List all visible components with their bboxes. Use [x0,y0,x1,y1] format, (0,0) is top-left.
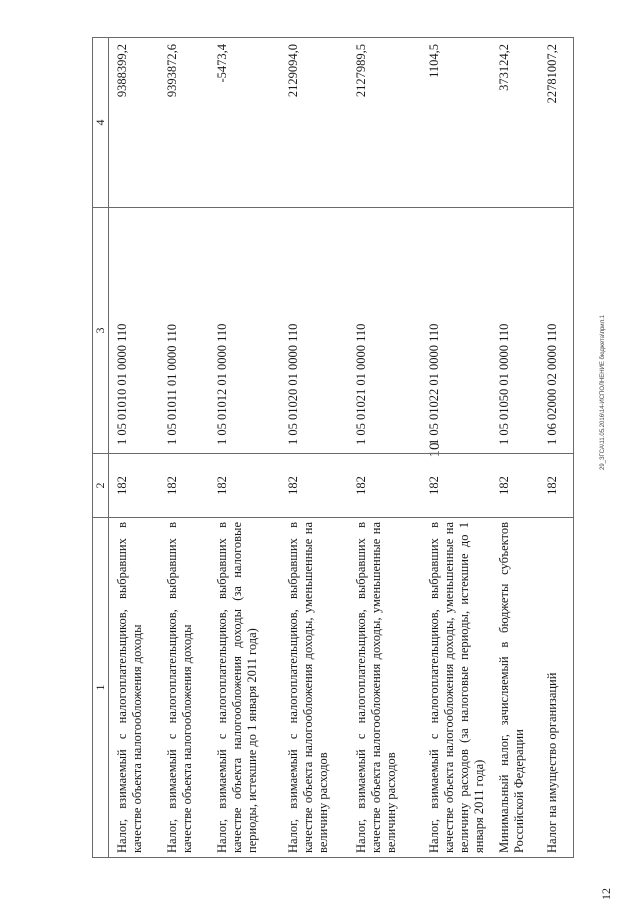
table-row [209,38,279,858]
row-admin-code: 182 [209,454,279,518]
row-admin-code: 182 [348,454,420,518]
row-kbk: 1 05 01022 01 0000 110 [421,208,491,454]
row-admin-code: 182 [280,454,348,518]
row-name: Налог, взимаемый с налогоплательщиков, выбравших в качестве объекта налогообложения доходы (за налоговые периоды, истекшие до 1 января 2011 года) [209,518,279,858]
header-col-3: 3 [93,208,109,454]
row-name: Налог, взимаемый с налогоплательщиков, выбравших в качестве объекта налогообложения доходы [159,518,209,858]
row-sum: 2127989,5 [348,38,420,208]
row-kbk: 1 05 01012 01 0000 110 [209,208,279,454]
table-row [348,38,420,858]
table-row [539,38,573,858]
row-sum: 9388399,2 [109,38,159,208]
row-name: Налог на имущество организаций [539,518,573,858]
row-kbk: 1 05 01021 01 0000 110 [348,208,420,454]
header-col-1: 1 [93,518,109,858]
sheet-number: 12 [599,888,613,900]
row-admin-code: 182 [491,454,539,518]
row-sum: 1104,5 [421,38,491,208]
row-sum: 22781007,2 [539,38,573,208]
table-row [280,38,348,858]
row-kbk: 1 05 01050 01 0000 110 [491,208,539,454]
row-name: Налог, взимаемый с налогоплательщиков, выбравших в качестве объекта налогообложения доходы, уменьшенные на величину расходов (за налоговые периоды, истекшие до 1 января 2011 года) [421,518,491,858]
row-kbk: 1 05 01020 01 0000 110 [280,208,348,454]
row-kbk: 1 05 01010 01 0000 110 [109,208,159,454]
row-kbk: 1 06 02000 02 0000 110 [539,208,573,454]
page-number: 10 [427,442,443,458]
row-admin-code: 182 [109,454,159,518]
row-sum: 373124,2 [491,38,539,208]
file-path-stamp: 29_ЗГСА\11.05.2016\14-ИСПОЛНЕНИЕ бюджета\прил.1 [600,314,606,470]
row-admin-code: 182 [159,454,209,518]
row-admin-code: 182 [539,454,573,518]
row-sum: -5473,4 [209,38,279,208]
row-name: Налог, взимаемый с налогоплательщиков, выбравших в качестве объекта налогообложения доходы, уменьшенные на величину расходов [280,518,348,858]
row-name: Налог, взимаемый с налогоплательщиков, выбравших в качестве объекта налогообложения доходы, уменьшенные на величину расходов [348,518,420,858]
row-name: Налог, взимаемый с налогоплательщиков, выбравших в качестве объекта налогообложения доходы [109,518,159,858]
table-row [159,38,209,858]
row-admin-code: 182 [421,454,491,518]
row-kbk: 1 05 01011 01 0000 110 [159,208,209,454]
table-row [491,38,539,858]
row-name: Минимальный налог, зачисляемый в бюджеты субъектов Российской Федерации [491,518,539,858]
header-col-2: 2 [93,454,109,518]
row-sum: 9393872,6 [159,38,209,208]
header-col-4: 4 [93,38,109,208]
rotated-table-container [92,38,574,858]
row-sum: 2129094,0 [280,38,348,208]
table-header-row [93,38,109,858]
table-row [421,38,491,858]
budget-table [92,37,574,858]
table-row [109,38,159,858]
